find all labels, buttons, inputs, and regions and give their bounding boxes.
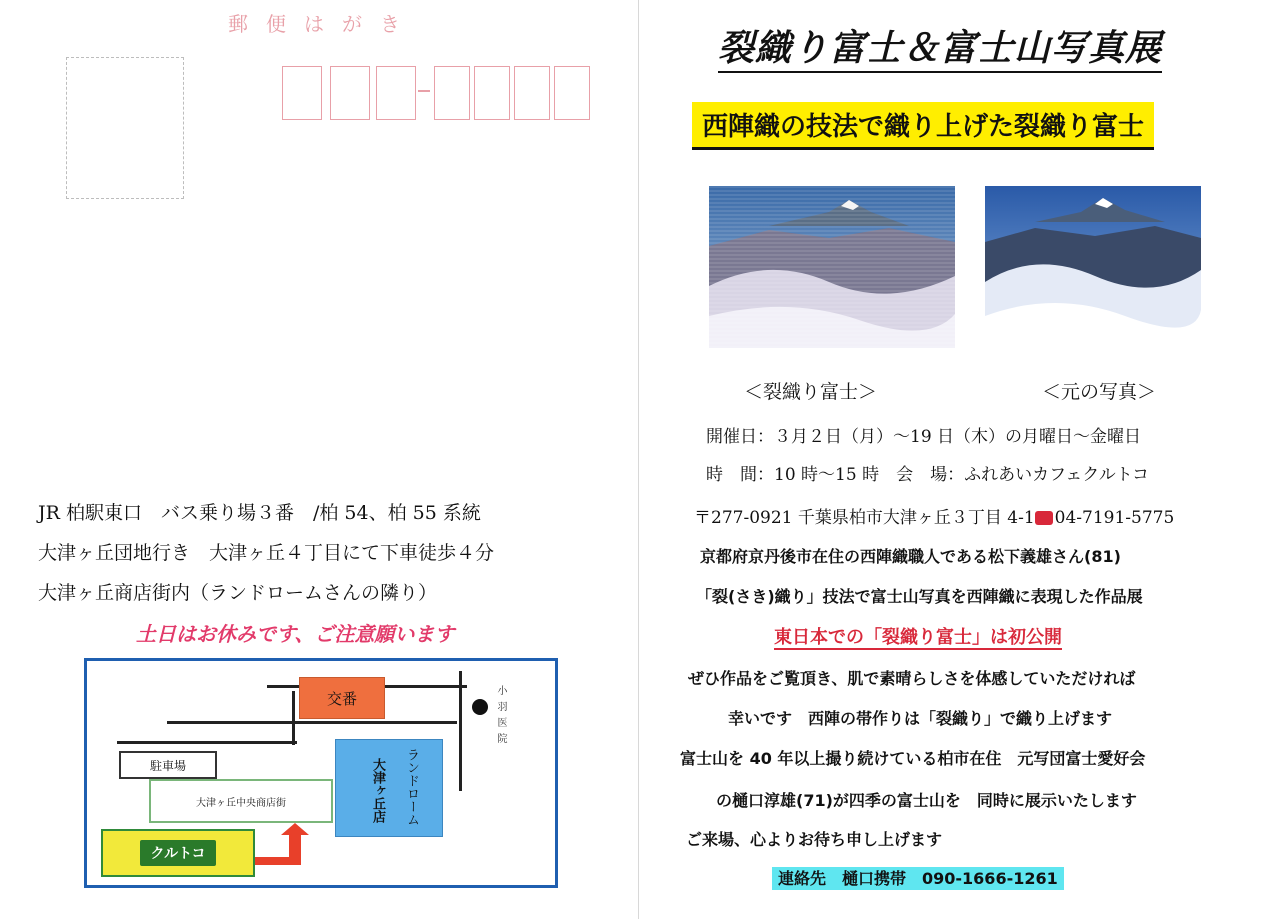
description-line: 京都府京丹後市在住の西陣織職人である松下義雄さん(81)	[700, 547, 1121, 566]
flyer-subtitle: 西陣織の技法で織り上げた裂織り富士	[692, 102, 1154, 150]
stamp-area	[66, 57, 184, 199]
body-line: ご来場、心よりお待ち申し上げます	[686, 830, 943, 849]
map-koban: 交番	[299, 677, 385, 719]
body-line: 幸いです 西陣の帯作りは「裂織り」で織り上げます	[728, 709, 1113, 728]
map-shopping-street: 大津ヶ丘中央商店街	[149, 779, 333, 823]
zip-dash	[418, 90, 430, 92]
woven-fuji-image	[709, 186, 955, 348]
event-address-line	[694, 503, 1174, 528]
body-line: の樋口淳雄(71)が四季の富士山を 同時に展示いたします	[716, 791, 1137, 810]
phone-icon	[1035, 511, 1053, 525]
closed-notice: 土日はお休みです、ご注意願います	[136, 622, 455, 646]
flyer-title: 裂織り富士＆富士山写真展	[718, 20, 1162, 73]
map-road	[167, 721, 457, 724]
zip-box	[376, 66, 416, 120]
zip-box	[330, 66, 370, 120]
access-map	[84, 658, 558, 888]
access-line: 大津ヶ丘団地行き 大津ヶ丘４丁目にて下車徒歩４分	[38, 542, 495, 564]
body-line: ぜひ作品をご覧頂き、肌で素晴らしさを体感していただければ	[688, 669, 1136, 688]
original-photo-image	[985, 186, 1201, 348]
map-cafe	[101, 829, 255, 877]
map-landrome-branch: 大津ヶ丘店	[370, 758, 385, 823]
zip-box	[514, 66, 550, 120]
fold-line	[638, 0, 639, 919]
clinic-marker-icon	[472, 699, 488, 715]
map-landrome	[335, 739, 443, 837]
map-parking: 駐車場	[119, 751, 217, 779]
zip-box	[554, 66, 590, 120]
event-time-venue: 時 間：10 時～15 時 会 場：ふれあいカフェクルトコ	[706, 465, 1150, 485]
map-road	[292, 691, 295, 745]
map-clinic: 小羽医院	[495, 685, 506, 749]
zip-box	[474, 66, 510, 120]
postcard-header: 郵便はがき	[228, 12, 418, 36]
event-dates: 開催日：３月２日（月）～19 日（木）の月曜日～金曜日	[706, 427, 1142, 447]
access-line: 大津ヶ丘商店街内（ランドロームさんの隣り）	[38, 582, 438, 604]
zip-box	[282, 66, 322, 120]
map-road	[459, 671, 462, 791]
event-address: 〒277-0921 千葉県柏市大津ヶ丘３丁目 4-1	[694, 508, 1035, 528]
zip-box	[434, 66, 470, 120]
map-road	[117, 741, 297, 744]
event-phone: 04-7191-5775	[1054, 508, 1175, 528]
description-line: 「裂(さき)織り」技法で富士山写真を西陣織に表現した作品展	[696, 587, 1143, 606]
direction-arrow-icon	[253, 821, 313, 867]
contact-info: 連絡先 樋口携帯 090-1666-1261	[772, 867, 1064, 890]
contact-line	[772, 866, 1064, 889]
map-cafe-label: クルトコ	[140, 840, 215, 866]
premiere-notice	[774, 623, 1062, 649]
access-line: JR 柏駅東口 バス乗り場３番 /柏 54、柏 55 系統	[38, 502, 481, 524]
map-landrome-label: ランドローム	[404, 748, 419, 826]
original-photo-caption: ＜元の写真＞	[1042, 381, 1157, 403]
premiere-notice-text: 東日本での「裂織り富士」は初公開	[774, 627, 1062, 648]
body-line: 富士山を 40 年以上撮り続けている柏市在住 元写団富士愛好会	[680, 749, 1146, 768]
woven-fuji-caption: ＜裂織り富士＞	[744, 381, 878, 403]
